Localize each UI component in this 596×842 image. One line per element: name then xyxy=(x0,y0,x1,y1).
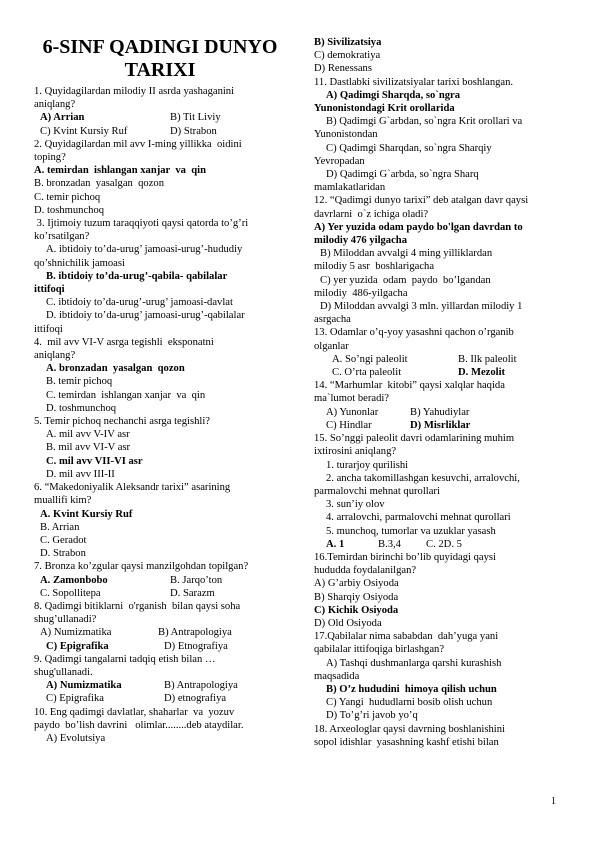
text-line: B. mil avv VI-V asr xyxy=(46,442,131,454)
text-line: C) demokratiya xyxy=(314,50,381,62)
text-line xyxy=(314,406,570,419)
text-line: paydo bo’lish davrini olimlar........deb ataydilar. xyxy=(34,719,244,731)
text-line: 9. Qadimgi tangalarni tadqiq etish bilan … xyxy=(34,653,216,665)
text-line: milodiy 5 asr boshlarigacha xyxy=(314,261,435,273)
page-number: 1 xyxy=(551,796,556,807)
text-line: milodiy 476 yilgacha xyxy=(314,235,407,247)
text-line: C. temirdan ishlangan xanjar va qin xyxy=(46,389,206,401)
text-line: B) Sivilizatsiya xyxy=(314,37,382,48)
text-line: C. mil avv VII-VI asr xyxy=(46,455,143,467)
option-text: C. 2 xyxy=(426,538,444,550)
option-text: C) Epigrafika xyxy=(46,693,104,705)
text-line: A. mil avv V-IV asr xyxy=(46,429,130,441)
right-column xyxy=(314,36,570,749)
text-line xyxy=(314,366,570,379)
text-line: davrlarni o`z ichiga oladi? xyxy=(314,208,429,220)
option-text: D. 5 xyxy=(443,538,462,550)
text-line: C. ibtidoiy to’da-urug’-urug’ jamoasi-davlat xyxy=(46,297,233,309)
text-line: toping? xyxy=(34,152,66,164)
option-text: B. Jarqo’ton xyxy=(170,574,223,586)
text-line: 2. Quyidagilardan mil avv I-ming yillikka oidini xyxy=(34,138,242,150)
option-text: D) Strabon xyxy=(170,125,217,137)
option-text: D) etnografiya xyxy=(164,693,227,705)
option-text: A. Zamonbobo xyxy=(40,574,108,586)
option-text: C) Kvint Kursiy Ruf xyxy=(40,125,128,137)
text-line: aniqlang? xyxy=(34,99,76,111)
page-title xyxy=(34,36,286,82)
option-text: B) Antrapologiya xyxy=(164,680,238,692)
option-text: A) Arrian xyxy=(40,112,85,124)
text-line: 2. ancha takomillashgan kesuvchi, arralovchi, xyxy=(326,472,520,484)
text-line xyxy=(34,111,286,124)
text-line: D. Strabon xyxy=(40,548,86,560)
text-line: 10. Eng qadimgi davlatlar, shaharlar va yozuv xyxy=(34,706,235,718)
text-line: milodiy 486-yilgacha xyxy=(314,287,408,299)
text-line: B) Qadimgi G`arbdan, so`ngra Krit orollari va xyxy=(326,116,523,128)
option-text: A) Numizmatika xyxy=(46,680,122,692)
text-line: D. ibtidoiy to’da-urug’ jamoasi-urug’-qabilalar xyxy=(46,310,245,322)
option-text: B.3,4 xyxy=(378,538,401,550)
option-text: D. Mezolit xyxy=(458,367,506,379)
text-line: D) Old Osiyoda xyxy=(314,617,382,629)
text-line: C. temir pichoq xyxy=(34,191,101,203)
text-line: A) G’arbiy Osiyoda xyxy=(314,578,399,590)
text-line: C) Kichik Osiyoda xyxy=(314,604,399,616)
option-text: C. O’rta paleolit xyxy=(332,367,402,379)
text-line: ittifoqi xyxy=(34,323,63,335)
text-line: A. bronzadan yasalgan qozon xyxy=(46,363,185,375)
text-line: B. Arrian xyxy=(40,521,80,533)
text-line: 13. Odamlar o’q-yoy yasashni qachon o’rganib xyxy=(314,327,514,339)
text-line: shug'ullanadi. xyxy=(34,666,93,678)
text-line: 4. arralovchi, parmalovchi mehnat qurollari xyxy=(326,512,511,524)
text-line: 3. sun’iy olov xyxy=(326,499,385,511)
text-line: 7. Bronza ko’zgular qaysi manzilgohdan topilgan? xyxy=(34,561,249,573)
text-line: B. temir pichoq xyxy=(46,376,113,388)
text-line: 6. “Makedoniyalik Aleksandr tarixi” asarining xyxy=(34,482,231,494)
text-line: Yevropadan xyxy=(314,155,365,167)
title-line-2: TARIXI xyxy=(124,59,196,81)
text-line: 1. turarjoy qurilishi xyxy=(326,459,409,471)
text-line: D) Qadimgi G`arbda, so`ngra Sharq xyxy=(326,169,479,181)
text-line: qo’shnichilik jamoasi xyxy=(34,257,125,269)
text-line: D) Miloddan avvalgi 3 mln. yillardan milodiy 1 xyxy=(320,301,523,313)
text-line: A. ibtidoiy to’da-urug’ jamoasi-urug’-hududiy xyxy=(46,244,243,256)
text-line: Yunonistondan xyxy=(314,129,378,141)
text-line xyxy=(34,587,286,600)
text-line: qabilalar ittifoqiga birlashgan? xyxy=(314,644,445,656)
left-column xyxy=(34,36,286,745)
option-text: C) Epigrafika xyxy=(46,640,109,652)
option-text: D) Etnografiya xyxy=(164,640,228,652)
text-line xyxy=(34,626,286,639)
text-line: mamlakatlaridan xyxy=(314,182,386,194)
title-line-1: 6-SINF QADINGI DUNYO xyxy=(42,36,278,58)
text-line: 11. Dastlabki sivilizatsiyalar tarixi boshlangan. xyxy=(314,76,514,88)
text-line: B) O’z hududini himoya qilish uchun xyxy=(326,683,497,695)
text-line: 15. So’nggi paleolit davri odamlarining muhim xyxy=(314,433,515,445)
text-line xyxy=(314,353,570,366)
option-text: B) Tit Liviy xyxy=(170,112,221,124)
option-text: D. Sarazm xyxy=(170,587,215,599)
text-line: D. mil avv III-II xyxy=(46,468,115,480)
text-line: ko’rsatilgan? xyxy=(34,231,90,243)
text-line: 1. Quyidagilardan milodiy II asrda yashaganini xyxy=(34,86,235,97)
text-line: 5. Temir pichoq nechanchi asrga tegishli? xyxy=(34,416,210,428)
text-line xyxy=(34,125,286,138)
option-text: C. Sopollitepa xyxy=(40,587,101,599)
option-text: B) Antrapologiya xyxy=(158,627,232,639)
text-line: sopol idishlar yasashning kashf etishi bilan xyxy=(314,736,499,748)
option-text: B) Yahudiylar xyxy=(410,406,470,418)
text-line xyxy=(34,574,286,587)
text-line: 3. Ijtimoiy tuzum taraqqiyoti qaysi qatorda to’g’ri xyxy=(34,218,249,230)
text-line: 17.Qabilalar nima sababdan dah’yuga yani xyxy=(314,631,499,643)
text-line: asrgacha xyxy=(314,314,351,326)
text-line: maqsadida xyxy=(314,670,360,682)
text-line: ittifoqi xyxy=(34,284,65,296)
text-line: 8. Qadimgi bitiklarni o'rganish bilan qaysi soha xyxy=(34,600,241,612)
text-line: B. ibtidoiy to’da-urug’-qabila- qabilalar xyxy=(46,270,228,282)
text-line: A. temirdan ishlangan xanjar va qin xyxy=(34,165,206,177)
option-text: A. So’ngi paleolit xyxy=(332,353,408,365)
option-text: D) Misrliklar xyxy=(410,419,471,431)
text-line xyxy=(34,640,286,653)
text-line: 14. “Marhumlar kitobi” qaysi xalqlar haqida xyxy=(314,380,505,392)
text-line: muallifi kim? xyxy=(34,495,92,507)
text-line: A) Qadimgi Sharqda, so`ngra xyxy=(326,89,461,101)
text-line: D) Renessans xyxy=(314,63,372,75)
text-line: 12. “Qadimgi dunyo tarixi” deb atalgan davr qaysi xyxy=(314,195,529,207)
text-line xyxy=(34,692,286,705)
text-line: 16.Temirdan birinchi bo’lib quyidagi qaysi xyxy=(314,551,496,563)
option-text: A) Yunonlar xyxy=(326,406,379,418)
text-line: A) Evolutsiya xyxy=(46,732,106,744)
text-line: parmalovchi mehnat qurollari xyxy=(314,485,440,497)
option-text: A. 1 xyxy=(326,538,345,550)
option-text: B. Ilk paleolit xyxy=(458,353,517,365)
text-line: aniqlang? xyxy=(34,350,76,362)
right-question-list xyxy=(314,36,570,749)
text-line: ma`lumot beradi? xyxy=(314,393,390,405)
text-line: C) Yangi hududlarni bosib olish uchun xyxy=(326,697,493,709)
text-line xyxy=(314,419,570,432)
text-line: C) yer yuzida odam paydo bo’lgandan xyxy=(320,274,491,286)
text-line: A) Yer yuzida odam paydo bo'lgan davrdan to xyxy=(314,221,523,233)
text-line: olganlar xyxy=(314,340,349,352)
option-text: C) Hindlar xyxy=(326,419,372,431)
text-line: B) Miloddan avvalgi 4 ming yilliklardan xyxy=(320,248,493,260)
text-line: A) Tashqi dushmanlarga qarshi kurashish xyxy=(326,657,502,669)
text-line: D. toshmunchoq xyxy=(46,402,117,414)
text-line: D) To’g’ri javob yo’q xyxy=(326,710,418,722)
text-line: shug’ullanadi? xyxy=(34,614,97,626)
option-text: A) Numizmatika xyxy=(40,627,112,639)
text-line xyxy=(34,679,286,692)
text-line: B) Sharqiy Osiyoda xyxy=(314,591,399,603)
text-line: Yunonistondagi Krit orollarida xyxy=(314,103,455,115)
text-line xyxy=(314,538,570,551)
text-line: 5. munchoq, tumorlar va uzuklar yasash xyxy=(326,525,496,537)
text-line: D. toshmunchoq xyxy=(34,204,105,216)
text-line: C. Geradot xyxy=(40,534,87,546)
text-line: hududda foydalanilgan? xyxy=(314,565,417,577)
text-line: 4. mil avv VI-V asrga tegishli eksponatni xyxy=(34,336,214,348)
left-question-list xyxy=(34,85,286,745)
text-line: ixtirosini aniqlang? xyxy=(314,446,397,458)
text-line: B. bronzadan yasalgan qozon xyxy=(34,178,165,190)
text-line: C) Qadimgi Sharqdan, so`ngra Sharqiy xyxy=(326,142,492,154)
text-line: 18. Arxeologlar qaysi davrning boshlanishini xyxy=(314,723,505,735)
text-line: A. Kvint Kursiy Ruf xyxy=(40,508,133,520)
